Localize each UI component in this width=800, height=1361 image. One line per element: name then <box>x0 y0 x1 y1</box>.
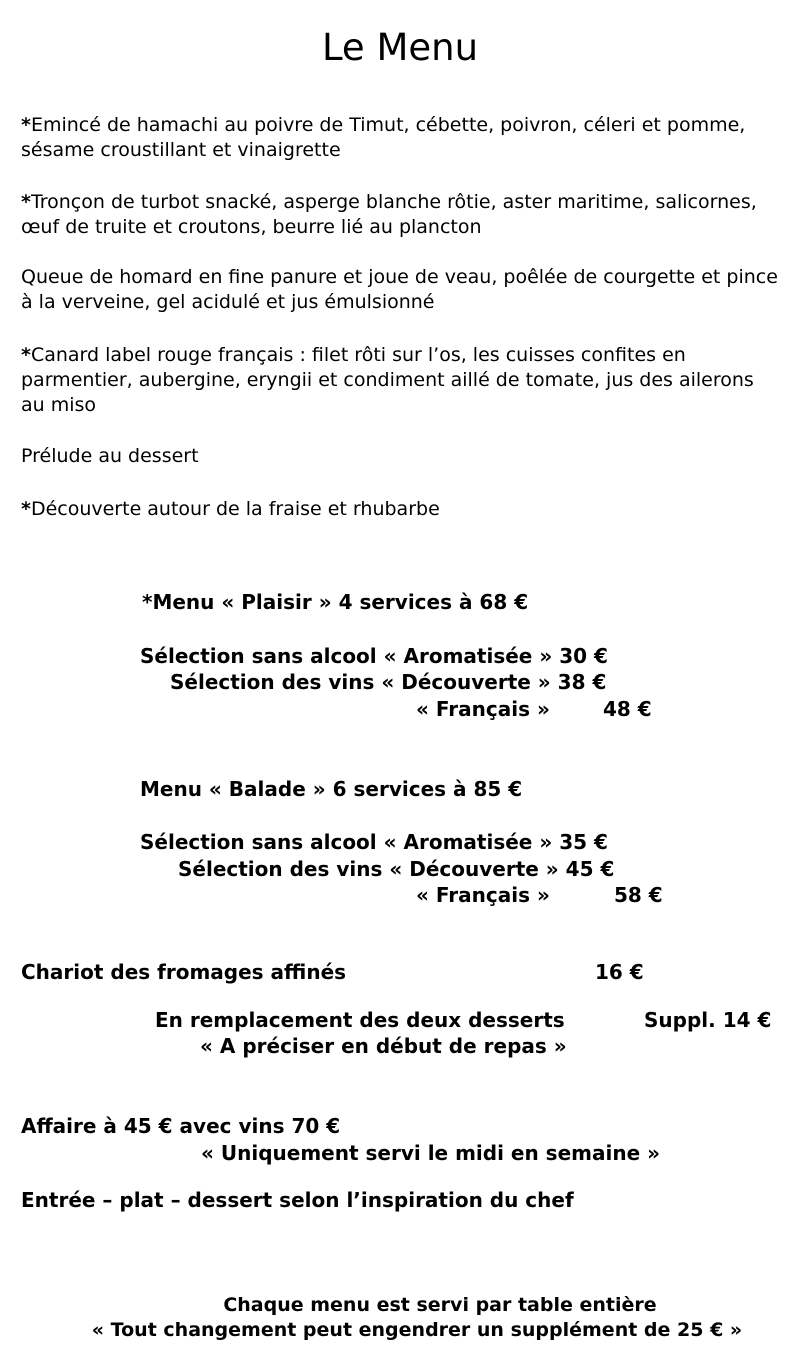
menu-plaisir-title: *Menu « Plaisir » 4 services à 68 € <box>142 590 529 614</box>
dish-item <box>21 444 781 469</box>
fromages-label: Chariot des fromages affinés <box>21 960 347 984</box>
footer-line-1: Chaque menu est servi par table entière <box>223 1294 657 1316</box>
dish-text: Canard label rouge français : filet rôti sur l’os, les cuisses confites en parmentier, aubergine, eryngii et condiment aillé de tomate, jus des ailerons au miso <box>21 344 754 416</box>
plaisir-francais-label: « Français » <box>416 697 550 721</box>
affaire-title: Affaire à 45 € avec vins 70 € <box>21 1114 341 1138</box>
plaisir-vins: Sélection des vins « Découverte » 38 € <box>170 670 607 694</box>
star-marker: * <box>21 344 31 366</box>
menu-balade-title: Menu « Balade » 6 services à 85 € <box>140 777 523 801</box>
plaisir-sans-alcool: Sélection sans alcool « Aromatisée » 30 € <box>140 644 608 668</box>
balade-vins: Sélection des vins « Découverte » 45 € <box>178 857 615 881</box>
star-marker: * <box>21 498 31 520</box>
dish-item <box>21 190 781 240</box>
dish-text: Découverte autour de la fraise et rhubarbe <box>30 498 440 520</box>
fromages-note: « A préciser en début de repas » <box>200 1034 567 1058</box>
star-marker: * <box>21 191 31 213</box>
fromages-price: 16 € <box>595 960 644 984</box>
fromages-replace-price: Suppl. 14 € <box>644 1008 772 1032</box>
balade-sans-alcool: Sélection sans alcool « Aromatisée » 35 € <box>140 830 608 854</box>
affaire-note: « Uniquement servi le midi en semaine » <box>201 1141 661 1165</box>
page-title: Le Menu <box>321 26 479 69</box>
dish-text: Tronçon de turbot snacké, asperge blanche rôtie, aster maritime, salicornes, œuf de truite et croutons, beurre lié au plancton <box>21 191 757 238</box>
fromages-replace-label: En remplacement des deux desserts <box>155 1008 565 1032</box>
dish-text: Queue de homard en fine panure et joue de veau, poêlée de courgette et pince à la verveine, gel acidulé et jus émulsionné <box>21 266 778 313</box>
dish-item <box>21 497 781 522</box>
dish-item <box>21 343 781 418</box>
dish-text: Emincé de hamachi au poivre de Timut, cébette, poivron, céleri et pomme, sésame croustillant et vinaigrette <box>21 114 746 161</box>
plaisir-francais-price: 48 € <box>603 697 652 721</box>
star-marker: * <box>21 114 31 136</box>
balade-francais-label: « Français » <box>416 883 550 907</box>
dish-item <box>21 113 781 163</box>
affaire-description: Entrée – plat – dessert selon l’inspiration du chef <box>21 1188 574 1212</box>
footer-line-2: « Tout changement peut engendrer un supplément de 25 € » <box>91 1319 743 1341</box>
balade-francais-price: 58 € <box>614 883 663 907</box>
dish-text: Prélude au dessert <box>21 445 199 467</box>
dish-item <box>21 265 781 315</box>
